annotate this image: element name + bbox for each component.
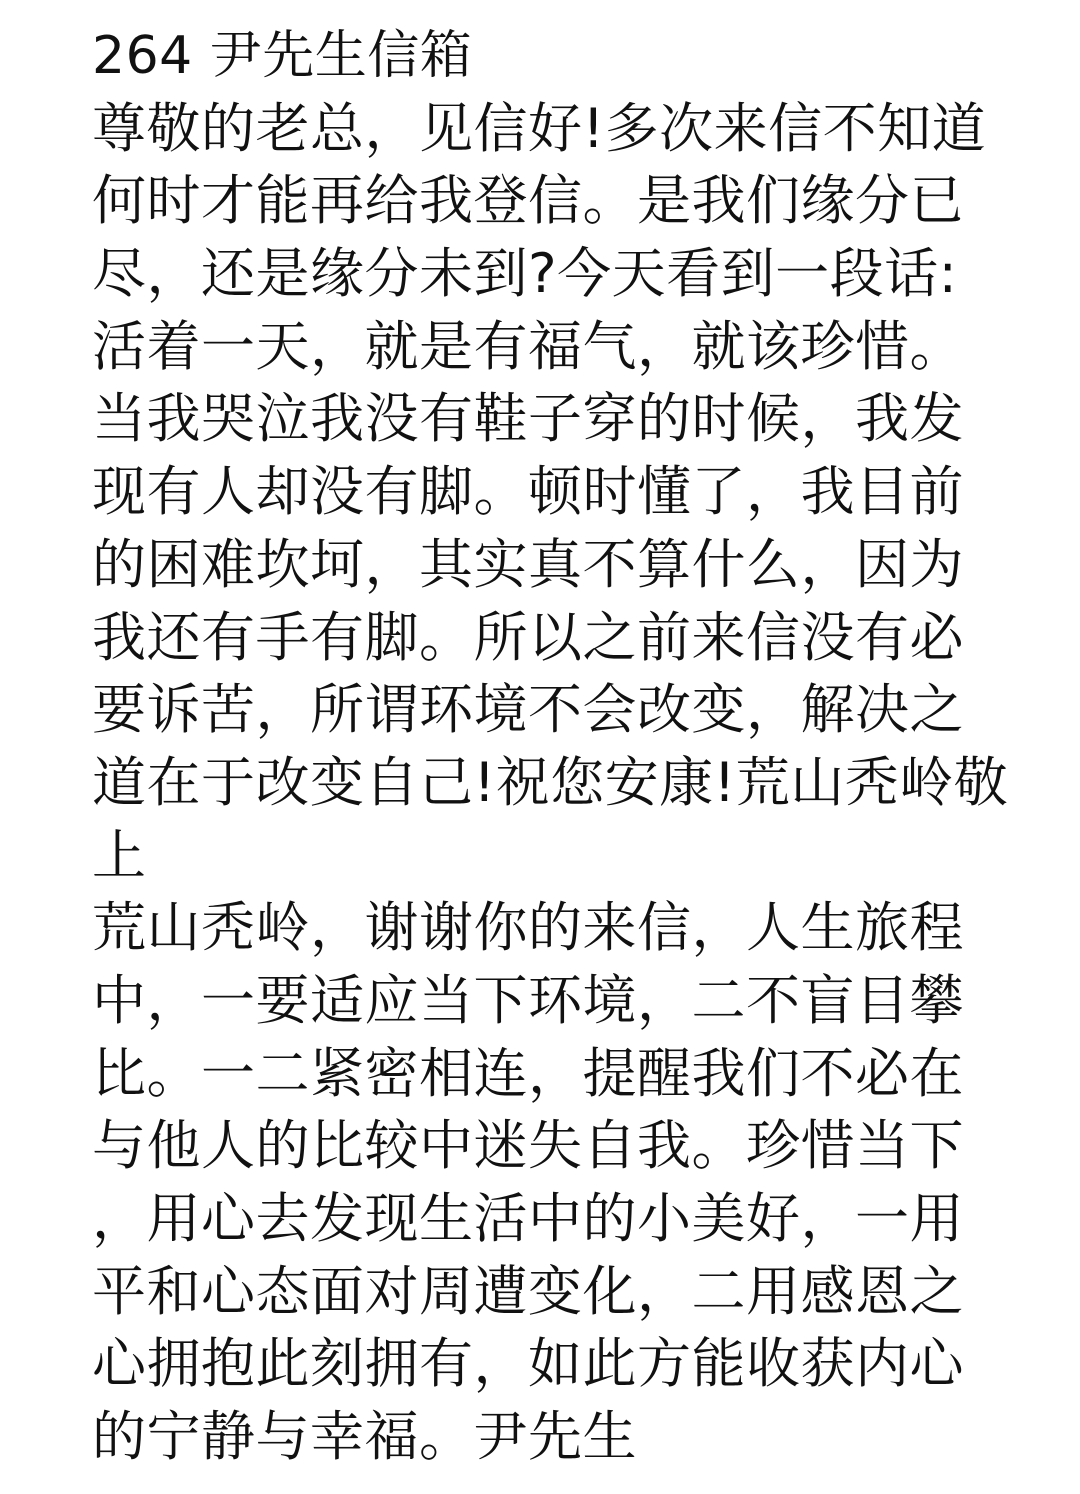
letter-document <box>92 20 1052 1474</box>
reply-line: 中，一要适应当下环境，二不盲目攀 <box>92 968 964 1032</box>
letter-line: 上 <box>92 823 147 887</box>
letter-line: 的困难坎坷，其实真不算什么，因为 <box>92 532 964 596</box>
reply-signature-line: 的宁静与幸福。尹先生 <box>92 1405 637 1469</box>
reply-line: 心拥抱此刻拥有，如此方能收获内心 <box>92 1332 964 1396</box>
reply-line: 比。一二紧密相连，提醒我们不必在 <box>92 1041 964 1105</box>
letter-title: 264 尹先生信箱 <box>92 26 473 86</box>
reply-line: 平和心态面对周遭变化，二用感恩之 <box>92 1259 964 1323</box>
reply-line: ，用心去发现生活中的小美好，一用 <box>92 1187 964 1250</box>
letter-line: 当我哭泣我没有鞋子穿的时候，我发 <box>92 387 964 451</box>
letter-line: 尊敬的老总，见信好!多次来信不知道 <box>92 96 987 160</box>
reply-line: 荒山秃岭，谢谢你的来信，人生旅程 <box>92 896 964 960</box>
reply-line: 与他人的比较中迷失自我。珍惜当下 <box>92 1114 964 1178</box>
letter-line: 尽，还是缘分未到?今天看到一段话: <box>92 242 958 306</box>
letter-line: 活着一天，就是有福气，就该珍惜。 <box>92 314 964 378</box>
letter-line: 道在于改变自己!祝您安康!荒山秃岭敬 <box>92 750 1009 814</box>
letter-line: 现有人却没有脚。顿时懂了，我目前 <box>92 460 964 524</box>
letter-line: 何时才能再给我登信。是我们缘分已 <box>92 169 964 233</box>
letter-line: 我还有手有脚。所以之前来信没有必 <box>92 605 964 669</box>
letter-line: 要诉苦，所谓环境不会改变，解决之 <box>92 678 964 742</box>
